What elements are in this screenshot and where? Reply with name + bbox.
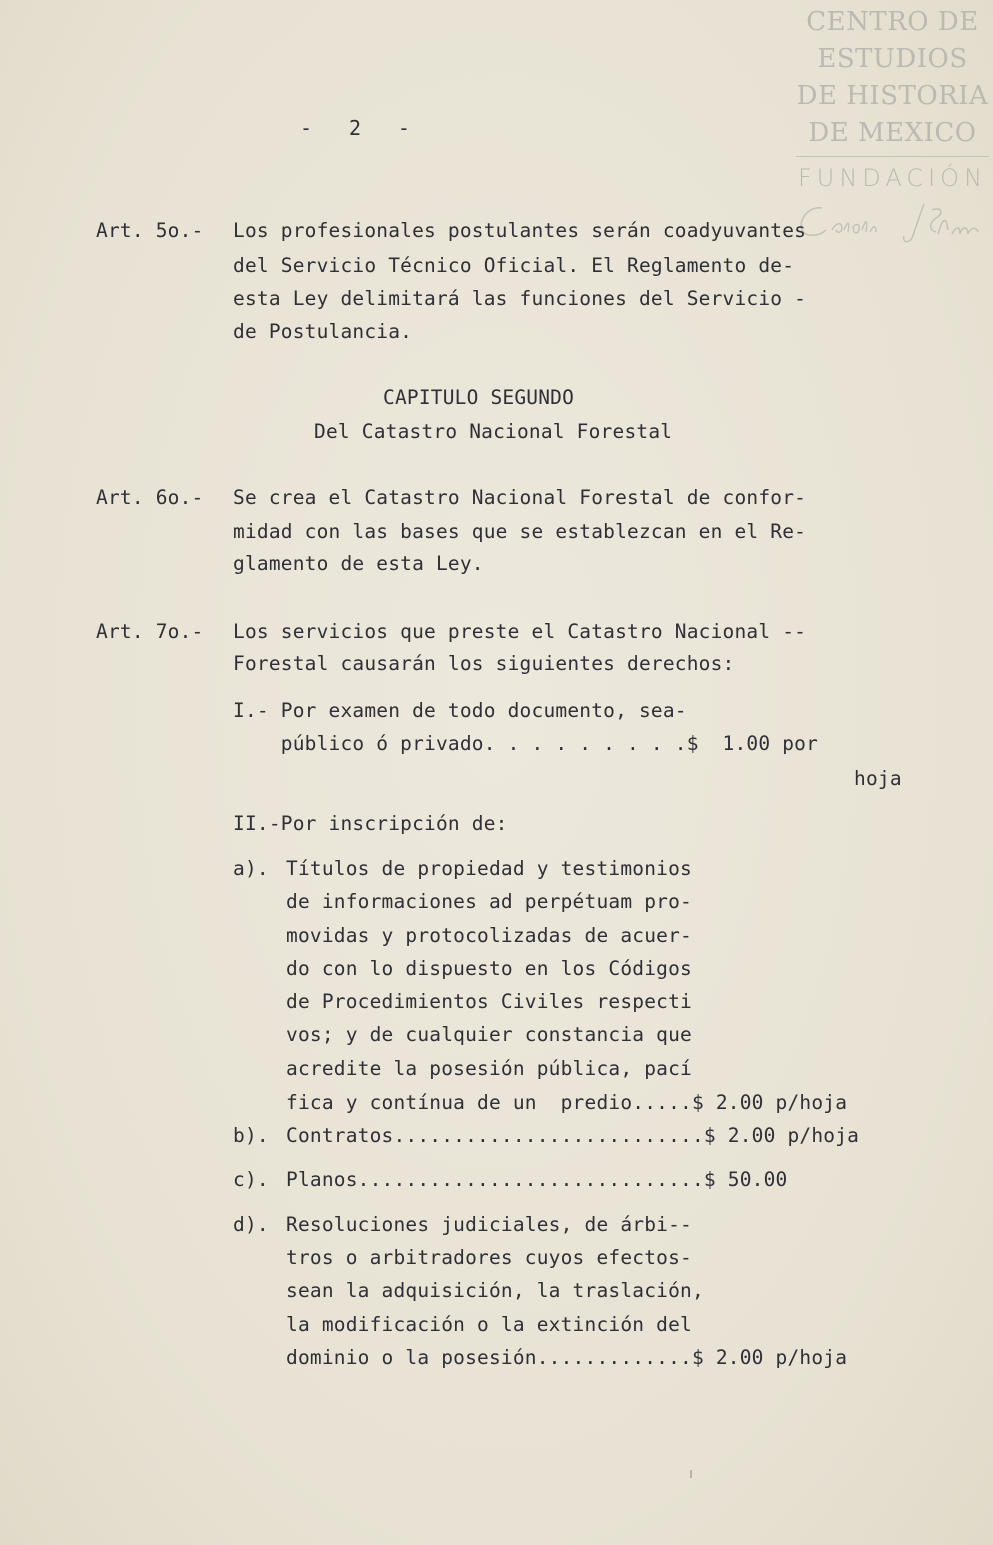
fee-item-a-line: Títulos de propiedad y testimonios — [286, 857, 692, 880]
chapter-title: CAPITULO SEGUNDO — [383, 386, 575, 409]
fee-item-c-label: c). — [233, 1168, 269, 1191]
fee-item-a-line: fica y contínua de un predio.....$ 2.00 p/hoja — [286, 1091, 848, 1114]
fee-item-d-line: tros o arbitradores cuyos efectos- — [286, 1246, 692, 1269]
watermark-line: ESTUDIOS — [817, 44, 968, 74]
fee-item-b-label: b). — [233, 1124, 269, 1147]
article-5-label: Art. 5o.- — [96, 219, 204, 242]
fee-item-1-line: I.- Por examen de todo documento, sea- — [233, 699, 687, 722]
fee-item-d-line: sean la adquisición, la traslación, — [286, 1279, 704, 1302]
fee-item-a-line: movidas y protocolizadas de acuer- — [286, 924, 692, 947]
article-5-line: de Postulancia. — [233, 320, 413, 343]
fee-item-b-text: Contratos..........................$ 2.00 p/hoja — [286, 1124, 860, 1147]
fee-item-c-text: Planos.............................$ 50.00 — [286, 1168, 788, 1191]
watermark-line: DE HISTORIA — [796, 81, 989, 111]
fee-item-a-line: acredite la posesión pública, pací — [286, 1057, 692, 1080]
watermark-line: CENTRO DE — [806, 7, 979, 37]
archive-watermark — [796, 4, 989, 193]
signature-watermark-icon — [792, 200, 992, 250]
fee-item-d-label: d). — [233, 1213, 269, 1236]
fee-item-d-line: dominio o la posesión.............$ 2.00 p/hoja — [286, 1346, 848, 1369]
fee-item-a-line: do con lo dispuesto en los Códigos — [286, 957, 692, 980]
fee-item-d-line: la modificación o la extinción del — [286, 1313, 692, 1336]
article-7-line: Forestal causarán los siguientes derechos: — [233, 652, 735, 675]
article-6-line: Se crea el Catastro Nacional Forestal de confor- — [233, 486, 807, 509]
watermark-line: DE MEXICO — [808, 118, 977, 148]
fee-item-1-unit: hoja — [854, 767, 902, 790]
fee-item-a-line: de Procedimientos Civiles respecti — [286, 990, 692, 1013]
watermark-divider — [796, 156, 989, 157]
article-5-line: del Servicio Técnico Oficial. El Reglamento de- — [233, 254, 795, 277]
fee-item-2-heading: II.-Por inscripción de: — [233, 812, 508, 835]
fee-item-d-line: Resoluciones judiciales, de árbi-- — [286, 1213, 692, 1236]
article-6-line: glamento de esta Ley. — [233, 552, 484, 575]
article-5-line: Los profesionales postulantes serán coadyuvantes — [233, 219, 807, 242]
page-number: - 2 - — [300, 116, 411, 140]
fee-item-1-line: público ó privado. . . . . . . . .$ 1.00 por — [233, 732, 819, 755]
article-7-label: Art. 7o.- — [96, 620, 204, 643]
article-6-line: midad con las bases que se establezcan en el Re- — [233, 520, 807, 543]
article-5-line: esta Ley delimitará las funciones del Servicio - — [233, 287, 807, 310]
article-7-line: Los servicios que preste el Catastro Nacional -- — [233, 620, 807, 643]
article-6-label: Art. 6o.- — [96, 486, 204, 509]
fee-item-a-label: a). — [233, 857, 269, 880]
chapter-subtitle: Del Catastro Nacional Forestal — [314, 420, 673, 443]
watermark-foundation: FUNDACIÓN — [797, 164, 988, 192]
fee-item-a-line: vos; y de cualquier constancia que — [286, 1023, 692, 1046]
fee-item-a-line: de informaciones ad perpétuam pro- — [286, 890, 692, 913]
paper-mark — [690, 1470, 692, 1478]
